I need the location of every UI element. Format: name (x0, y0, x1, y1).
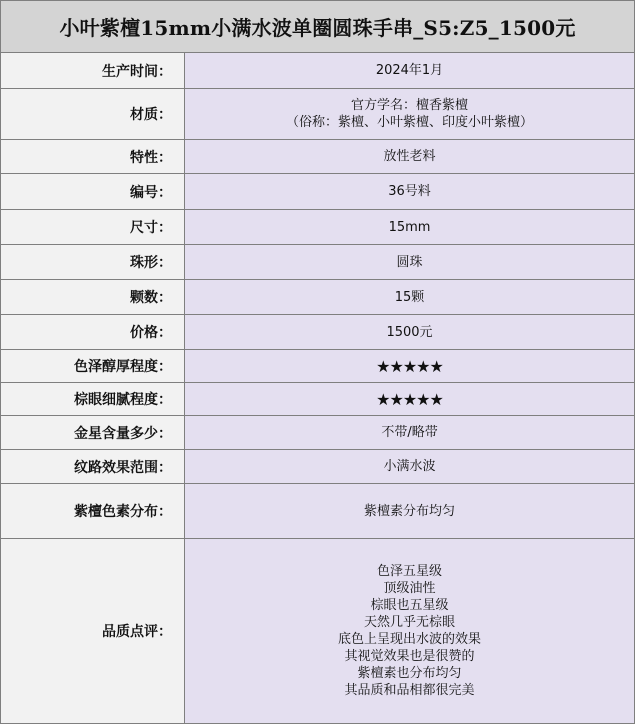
spec-row-production-date (1, 53, 635, 89)
spec-value: 不带/略带 (185, 416, 635, 450)
spec-label: 金星含量多少： (1, 416, 185, 450)
spec-label: 尺寸： (1, 210, 185, 245)
spec-value: 15mm (185, 210, 635, 245)
spec-row-number (1, 174, 635, 210)
spec-label: 纹路效果范围： (1, 450, 185, 484)
spec-value: 圆珠 (185, 245, 635, 280)
spec-row-pigment-distribution (1, 484, 635, 539)
spec-row-pore-fineness (1, 383, 635, 416)
spec-row-grain-effect (1, 450, 635, 484)
spec-label: 颗数： (1, 280, 185, 315)
spec-label: 色泽醇厚程度： (1, 350, 185, 383)
spec-value: 官方学名：檀香紫檀 （俗称：紫檀、小叶紫檀、印度小叶紫檀） (185, 89, 635, 140)
spec-row-bead-shape (1, 245, 635, 280)
spec-label: 珠形： (1, 245, 185, 280)
spec-label: 材质： (1, 89, 185, 140)
spec-label: 生产时间： (1, 53, 185, 89)
quality-review-text: 色泽五星级 顶级油性 棕眼也五星级 天然几乎无棕眼 底色上呈现出水波的效果 其视觉效果也是很赞的 紫檀素也分布均匀 其品质和品相都很完美 (185, 539, 635, 724)
spec-value: 2024年1月 (185, 53, 635, 89)
spec-row-material (1, 89, 635, 140)
spec-row-gold-star (1, 416, 635, 450)
spec-label: 棕眼细腻程度： (1, 383, 185, 416)
spec-row-property (1, 140, 635, 174)
spec-label: 紫檀色素分布： (1, 484, 185, 539)
spec-row-bead-count (1, 280, 635, 315)
title-row (1, 1, 635, 53)
spec-label: 特性： (1, 140, 185, 174)
spec-row-size (1, 210, 635, 245)
spec-row-price (1, 315, 635, 350)
spec-label: 价格： (1, 315, 185, 350)
spec-value: 1500元 (185, 315, 635, 350)
spec-value: 36号料 (185, 174, 635, 210)
spec-label: 品质点评： (1, 539, 185, 724)
star-rating: ★★★★★ (185, 350, 635, 383)
spec-label: 编号： (1, 174, 185, 210)
spec-row-color-richness (1, 350, 635, 383)
spec-value: 紫檀素分布均匀 (185, 484, 635, 539)
spec-value: 放性老料 (185, 140, 635, 174)
product-title: 小叶紫檀15mm小满水波单圈圆珠手串_S5:Z5_1500元 (1, 1, 635, 53)
spec-value: 小满水波 (185, 450, 635, 484)
star-rating: ★★★★★ (185, 383, 635, 416)
spec-value: 15颗 (185, 280, 635, 315)
spec-row-quality-review (1, 539, 635, 724)
